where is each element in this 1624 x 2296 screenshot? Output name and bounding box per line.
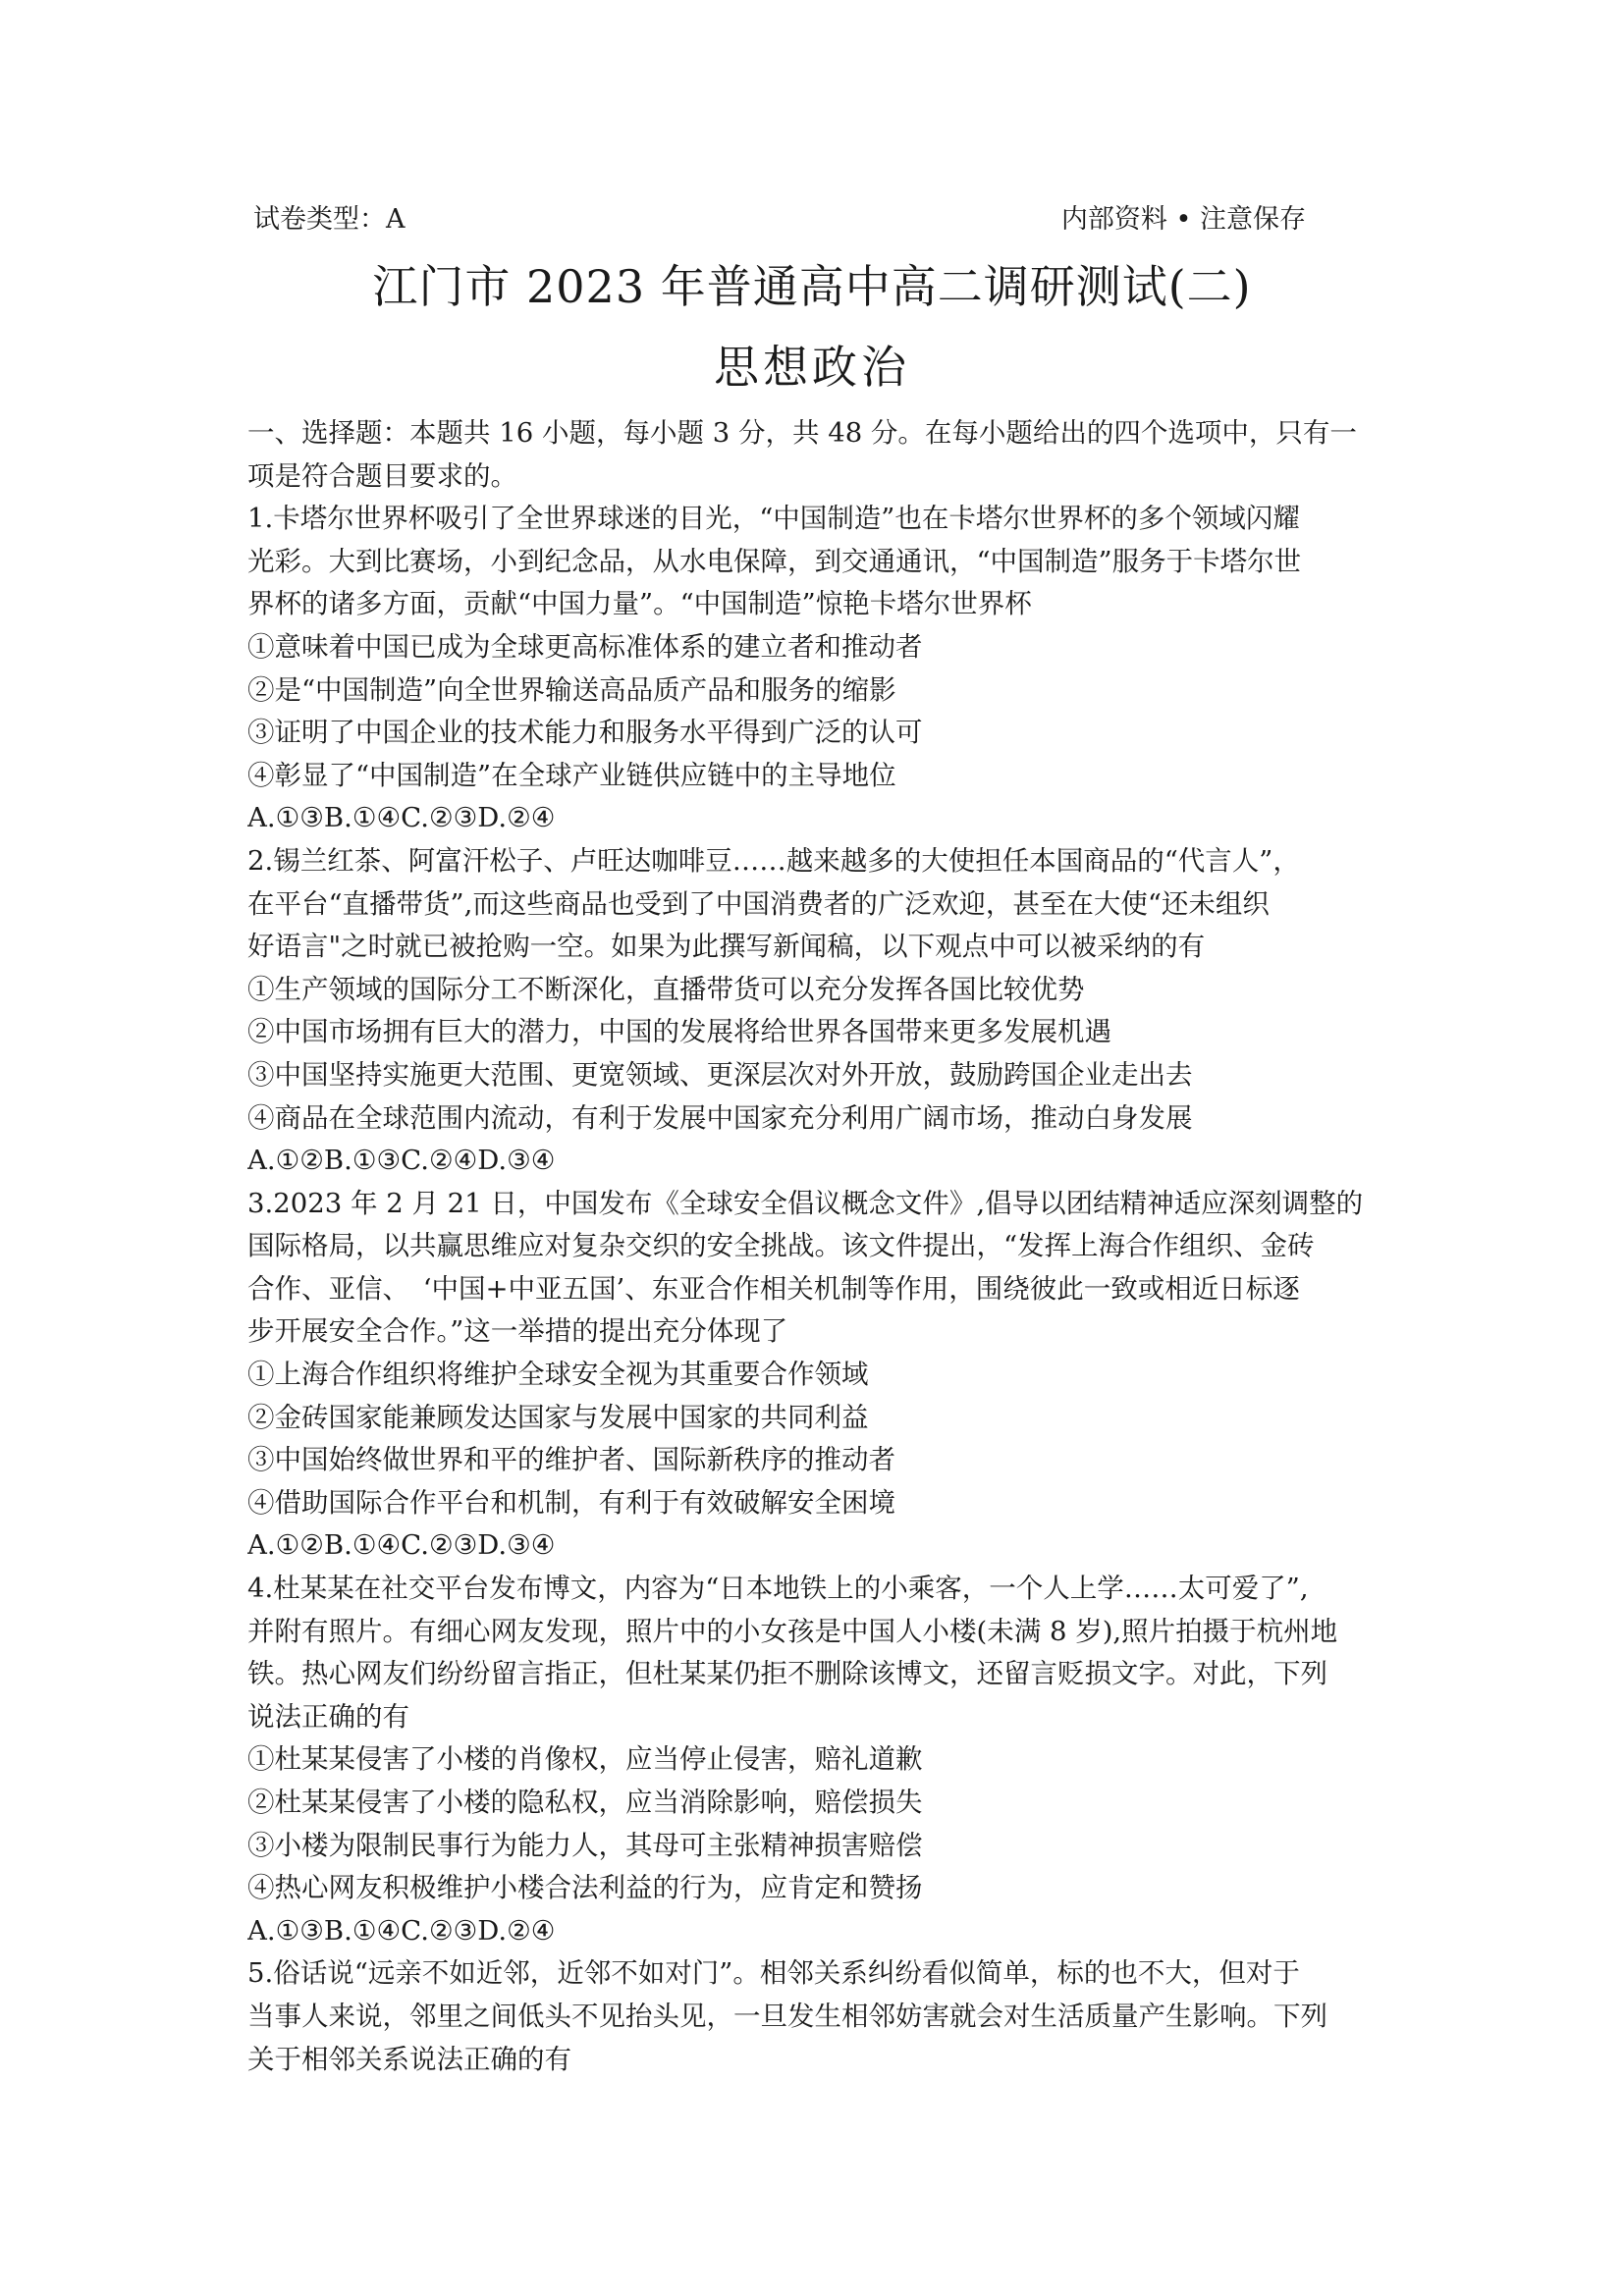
question-option: ①生产领域的国际分工不断深化，直播带货可以充分发挥各国比较优势 — [247, 973, 1085, 1005]
question-option: ④商品在全球范围内流动，有利于发展中国家充分利用广阔市场，推动白身发展 — [247, 1101, 1193, 1134]
question-2 — [247, 840, 1391, 1183]
question-stem-line: 3.2023 年 2 月 21 日，中国发布《全球安全倡议概念文件》,倡导以团结精神适应深刻调整的 — [247, 1187, 1364, 1219]
question-option: ④热心网友积极维护小楼合法利益的行为，应肯定和赞扬 — [247, 1872, 923, 1904]
question-stem-line: 国际格局，以共赢思维应对复杂交织的安全挑战。该文件提出，“发挥上海合作组织、金砖 — [247, 1230, 1315, 1262]
question-stem-line: 说法正确的有 — [247, 1700, 409, 1733]
question-option: ③证明了中国企业的技术能力和服务水平得到广泛的认可 — [247, 717, 923, 749]
question-stem-line: 步开展安全合作。”这一举措的提出充分体现了 — [247, 1315, 788, 1348]
question-option: ①杜某某侵害了小楼的肖像权，应当停止侵害，赔礼道歉 — [247, 1743, 923, 1776]
question-option: ②是“中国制造”向全世界输送高品质产品和服务的缩影 — [247, 673, 896, 706]
answer-choices: A.①③B.①④C.②③D.②④ — [247, 1914, 556, 1947]
question-stem-line: 光彩。大到比赛场，小到纪念品，从水电保障，到交通通讯，“中国制造”服务于卡塔尔世 — [247, 545, 1302, 577]
question-option: ③中国始终做世界和平的维护者、国际新秩序的推动者 — [247, 1444, 895, 1476]
answer-choices: A.①③B.①④C.②③D.②④ — [247, 802, 556, 834]
question-4 — [247, 1568, 1391, 1952]
question-stem-line: 并附有照片。有细心网友发现，照片中的小女孩是中国人小楼(未满 8 岁),照片拍摄于杭州地 — [247, 1615, 1338, 1647]
question-stem-line: 4.杜某某在社交平台发布博文，内容为“日本地铁上的小乘客，一个人上学……太可爱了”, — [247, 1573, 1309, 1605]
exam-content — [247, 412, 1391, 2081]
question-option: ②中国市场拥有巨大的潜力，中国的发展将给世界各国带来更多发展机遇 — [247, 1016, 1111, 1048]
question-stem-line: 当事人来说，邻里之间低头不见抬头见，一旦发生相邻妨害就会对生活质量产生影响。下列 — [247, 2000, 1327, 2032]
question-stem-line: 关于相邻关系说法正确的有 — [247, 2043, 571, 2075]
section-intro-line: 项是符合题目要求的。 — [247, 459, 517, 492]
question-1 — [247, 498, 1391, 840]
section-intro-line: 一、选择题：本题共 16 小题，每小题 3 分，共 48 分。在每小题给出的四个选项中，只有一 — [247, 417, 1357, 449]
question-stem-line: 在平台“直播带货”,而这些商品也受到了中国消费者的广泛欢迎，甚至在大使“还未组织 — [247, 887, 1270, 920]
question-stem-line: 铁。热心网友们纷纷留言指正，但杜某某仍拒不删除该博文，还留言贬损文字。对此，下列 — [247, 1658, 1327, 1690]
question-stem-line: 合作、亚信、 ‘中国+中亚五国’、东亚合作相关机制等作用，围绕彼此一致或相近日标逐 — [247, 1272, 1300, 1305]
question-5 — [247, 1952, 1391, 2081]
question-option: ①意味着中国已成为全球更高标准体系的建立者和推动者 — [247, 630, 923, 663]
header-row — [253, 200, 1306, 240]
question-stem-line: 5.俗话说“远亲不如近邻，近邻不如对门”。相邻关系纠纷看似简单，标的也不大，但对于 — [247, 1957, 1300, 1990]
question-option: ④借助国际合作平台和机制，有利于有效破解安全困境 — [247, 1486, 895, 1519]
question-option: ④彰显了“中国制造”在全球产业链供应链中的主导地位 — [247, 759, 896, 791]
subject-title: 思想政治 — [714, 341, 910, 394]
question-option: ③小楼为限制民事行为能力人，其母可主张精神损害赔偿 — [247, 1829, 923, 1861]
answer-choices: A.①②B.①③C.②④D.③④ — [247, 1145, 556, 1177]
question-option: ①上海合作组织将维护全球安全视为其重要合作领域 — [247, 1359, 869, 1391]
section-intro — [247, 412, 1391, 498]
confidential-label: 内部资料 • 注意保存 — [1060, 204, 1306, 235]
question-option: ③中国坚持实施更大范围、更宽领域、更深层次对外开放，鼓励跨国企业走出去 — [247, 1058, 1193, 1091]
exam-title: 江门市 2023 年普通高中高二调研测试(二) — [372, 260, 1252, 313]
question-stem-line: 2.锡兰红茶、阿富汗松子、卢旺达咖啡豆……越来越多的大使担任本国商品的“代言人”， — [247, 844, 1300, 877]
question-option: ②杜某某侵害了小楼的隐私权，应当消除影响，赔偿损失 — [247, 1787, 923, 1818]
question-stem-line: 界杯的诸多方面，贡献“中国力量”。“中国制造”惊艳卡塔尔世界杯 — [247, 588, 1032, 620]
question-stem-line: 1.卡塔尔世界杯吸引了全世界球迷的目光，“中国制造”也在卡塔尔世界杯的多个领域闪耀 — [247, 503, 1300, 535]
exam-type-label: 试卷类型：A — [253, 204, 406, 235]
question-option: ②金砖国家能兼顾发达国家与发展中国家的共同利益 — [247, 1401, 869, 1433]
question-3 — [247, 1183, 1391, 1568]
question-stem-line: 好语言"之时就已被抢购一空。如果为此撰写新闻稿，以下观点中可以被采纳的有 — [247, 931, 1206, 963]
answer-choices: A.①②B.①④C.②③D.③④ — [247, 1529, 556, 1562]
